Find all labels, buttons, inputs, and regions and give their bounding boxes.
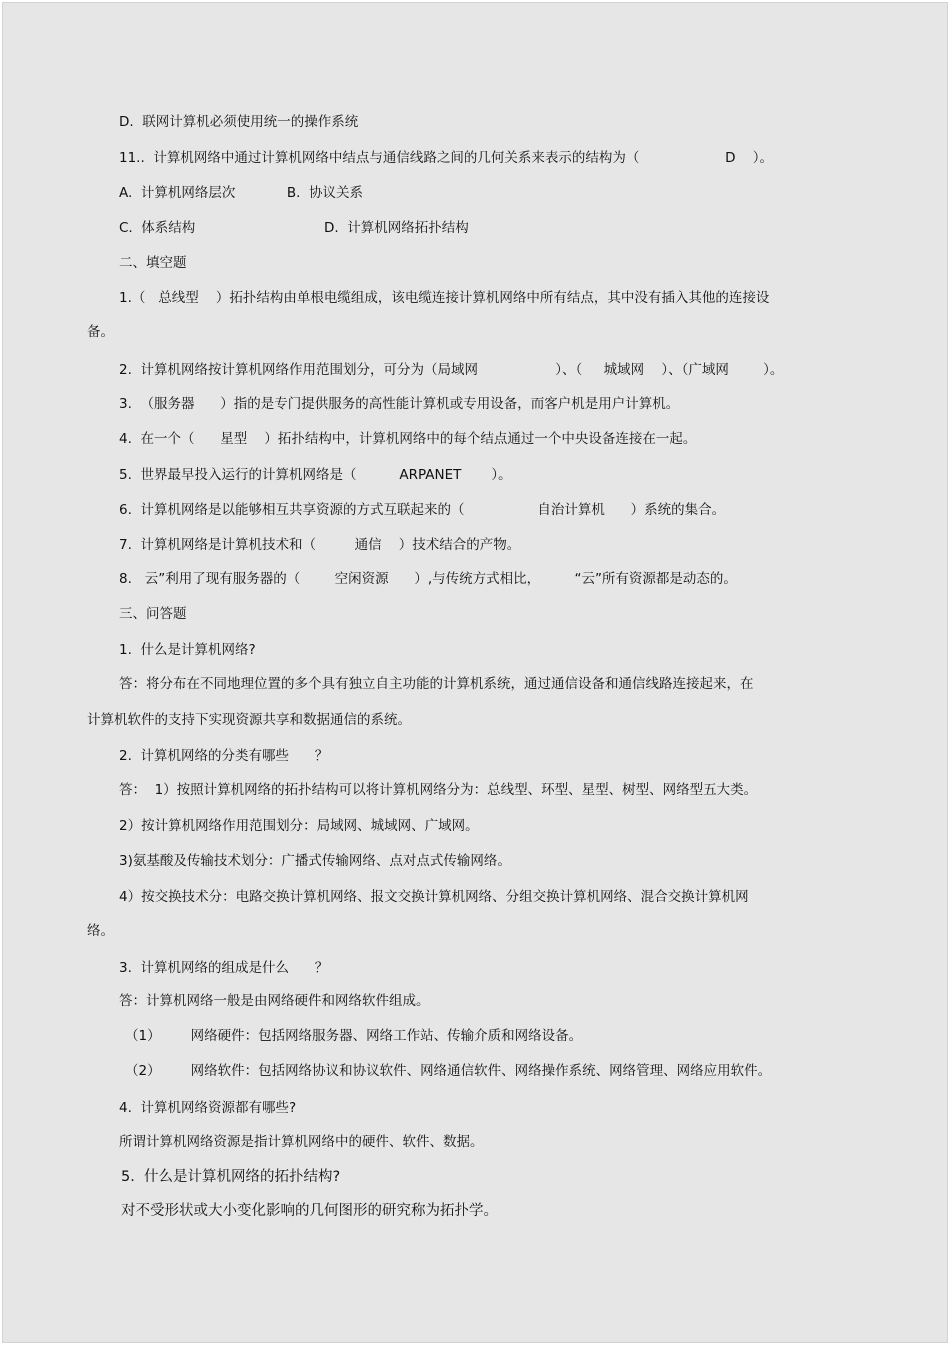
qa-answer-1-cont: 计算机软件的支持下实现资源共享和数据通信的系统。 (87, 712, 411, 728)
fill-item-6: 6. 计算机网络是以能够相互共享资源的方式互联起来的（ 自治计算机 ）系统的集合。 (119, 502, 726, 518)
fill-item-2: 2. 计算机网络按计算机网络作用范围划分，可分为（局域网 ）、（ 城域网 ）、（广域网 ）。 (119, 362, 784, 378)
fill-item-8: 8. 云”利用了现有服务器的（ 空闲资源 ）,与传统方式相比， “云”所有资源都是动态的。 (119, 571, 737, 587)
fill-item-5: 5. 世界最早投入运行的计算机网络是（ ARPANET ）。 (119, 467, 512, 483)
qa-answer-1: 答：将分布在不同地理位置的多个具有独立自主功能的计算机系统，通过通信设备和通信线路连接起来，在 (119, 676, 754, 692)
qa-answer-2-part-2: 2）按计算机网络作用范围划分：局域网、城域网、广域网。 (119, 818, 479, 834)
fill-item-1: 1.（ 总线型 ）拓扑结构由单根电缆组成，该电缆连接计算机网络中所有结点，其中没有插入其他的连接设 (119, 290, 770, 306)
fill-item-4: 4. 在一个（ 星型 ）拓扑结构中，计算机网络中的每个结点通过一个中央设备连接在一起。 (119, 431, 697, 447)
qa-answer-2-part-4-cont: 络。 (87, 923, 114, 939)
option-d-line: D. 联网计算机必须使用统一的操作系统 (119, 114, 359, 130)
qa-answer-4: 所谓计算机网络资源是指计算机网络中的硬件、软件、数据。 (119, 1134, 484, 1150)
qa-answer-3-item-2: （2） 网络软件：包括网络协议和协议软件、网络通信软件、网络操作系统、网络管理、网络应用软件。 (125, 1063, 772, 1079)
qa-answer-2-part-3: 3)氨基酸及传输技术划分：广播式传输网络、点对点式传输网络。 (119, 853, 511, 869)
question-11: 11.. 计算机网络中通过计算机网络中结点与通信线路之间的几何关系来表示的结构为（ D ）。 (119, 150, 773, 166)
qa-answer-5: 对不受形状或大小变化影响的几何图形的研究称为拓扑学。 (121, 1203, 498, 1219)
fill-item-3: 3. （服务器 ）指的是专门提供服务的高性能计算机或专用设备，而客户机是用户计算机。 (119, 396, 680, 412)
section-heading-fill-in: 二、填空题 (119, 255, 187, 271)
qa-answer-2-part-1: 答： 1）按照计算机网络的拓扑结构可以将计算机网络分为：总线型、环型、星型、树型、网络型五大类。 (119, 782, 758, 798)
qa-question-1: 1. 什么是计算机网络? (119, 642, 256, 658)
qa-answer-3-item-1: （1） 网络硬件：包括网络服务器、网络工作站、传输介质和网络设备。 (125, 1028, 583, 1044)
fill-item-1-cont: 备。 (87, 324, 114, 340)
fill-item-7: 7. 计算机网络是计算机技术和（ 通信 ）技术结合的产物。 (119, 537, 521, 553)
qa-answer-3: 答：计算机网络一般是由网络硬件和网络软件组成。 (119, 993, 430, 1009)
qa-question-3: 3. 计算机网络的组成是什么 ？ (119, 960, 329, 976)
document-page (2, 2, 948, 1343)
section-heading-qa: 三、问答题 (119, 606, 187, 622)
option-a-b-line: A. 计算机网络层次 B. 协议关系 (119, 185, 364, 201)
qa-question-4: 4. 计算机网络资源都有哪些? (119, 1100, 297, 1116)
qa-question-2: 2. 计算机网络的分类有哪些 ？ (119, 748, 329, 764)
qa-question-5: 5. 什么是计算机网络的拓扑结构? (121, 1169, 341, 1185)
qa-answer-2-part-4: 4）按交换技术分：电路交换计算机网络、报文交换计算机网络、分组交换计算机网络、混合交换计算机网 (119, 889, 749, 905)
option-c-d-line: C. 体系结构 D. 计算机网络拓扑结构 (119, 220, 469, 236)
